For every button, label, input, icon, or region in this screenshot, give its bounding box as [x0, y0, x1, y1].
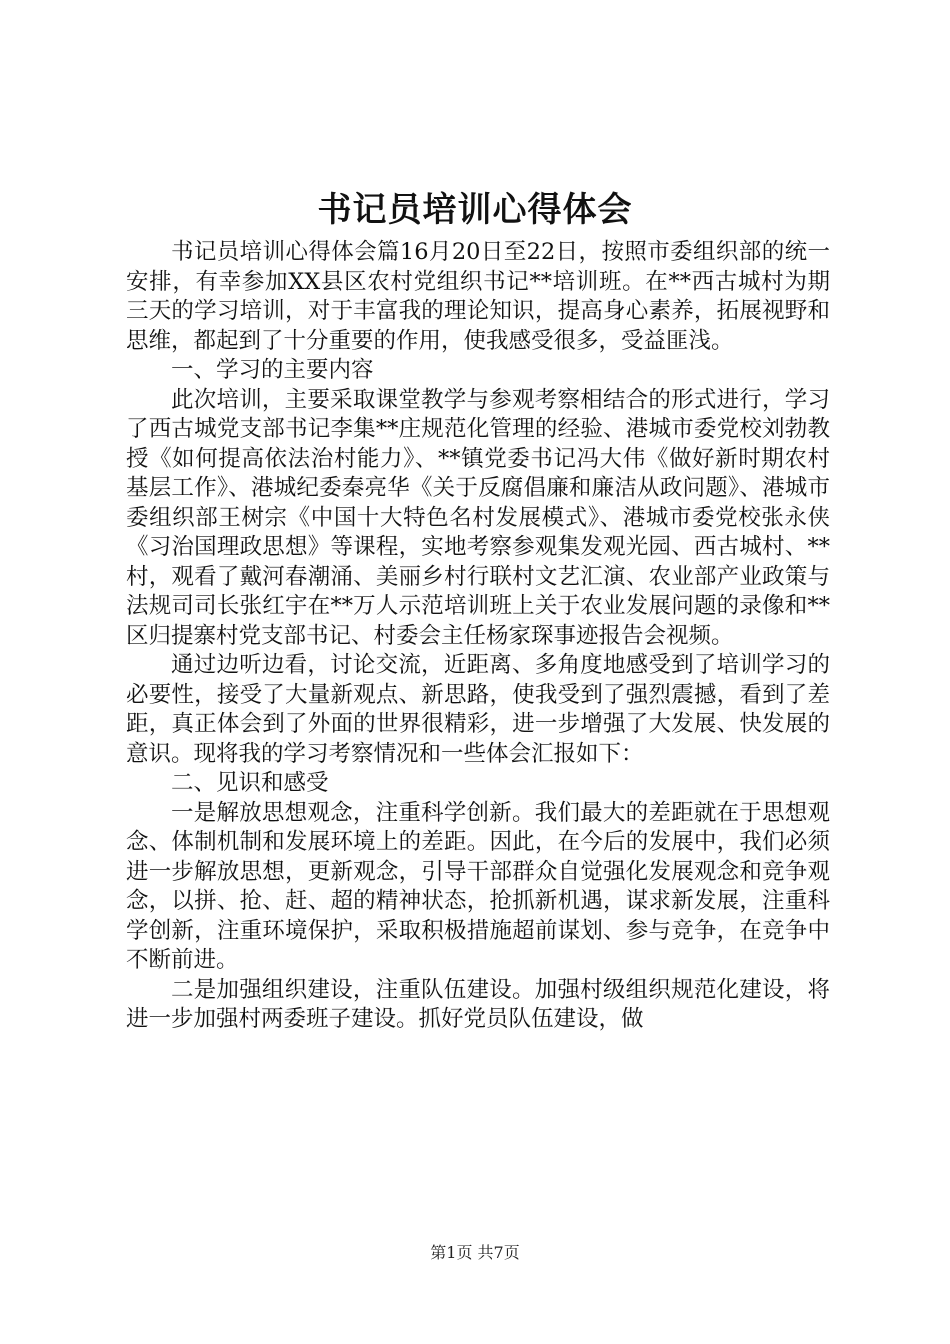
paragraph-point-two: 二是加强组织建设，注重队伍建设。加强村级组织规范化建设，将进一步加强村两委班子建设。抓好党员队伍建设，做: [126, 976, 830, 1032]
paragraph-learning-impressions: 通过边听边看，讨论交流，近距离、多角度地感受到了培训学习的必要性，接受了大量新观点、新思路，使我受到了强烈震撼，看到了差距，真正体会到了外面的世界很精彩，进一步增强了大发展、快发展的意识。现将我的学习考察情况和一些体会汇报如下：: [126, 652, 830, 767]
section-heading-1: 一、学习的主要内容: [171, 357, 374, 383]
page-number-footer: 第1页 共7页: [430, 1243, 520, 1262]
paragraph-point-one: 一是解放思想观念，注重科学创新。我们最大的差距就在于思想观念、体制机制和发展环境上的差距。因此，在今后的发展中，我们必须进一步解放思想，更新观念，引导干部群众自觉强化发展观念和竞争观念，以拼、抢、赶、超的精神状态，抢抓新机遇，谋求新发展，注重科学创新，注重环境保护，采取积极措施超前谋划、参与竞争，在竞争中不断前进。: [126, 799, 830, 973]
document-body: [126, 238, 830, 1035]
paragraph-intro: 书记员培训心得体会篇16月20日至22日，按照市委组织部的统一安排，有幸参加XX县区农村党组织书记**培训班。在**西古城村为期三天的学习培训，对于丰富我的理论知识，提高身心素养，拓展视野和思维，都起到了十分重要的作用，使我感受很多，受益匪浅。: [126, 239, 830, 354]
section-heading-2: 二、见识和感受: [171, 770, 329, 796]
document-title: 书记员培训心得体会: [317, 190, 633, 230]
paragraph-training-content: 此次培训，主要采取课堂教学与参观考察相结合的形式进行，学习了西古城党支部书记李集**庄规范化管理的经验、港城市委党校刘勃教授《如何提高依法治村能力》、**镇党委书记冯大伟《做好新时期农村基层工作》、港城纪委秦亮华《关于反腐倡廉和廉洁从政问题》、港城市委组织部王树宗《中国十大特色名村发展模式》、港城市委党校张永侠《习治国理政思想》等课程，实地考察参观集发观光园、西古城村、**村，观看了戴河春潮涌、美丽乡村行联村文艺汇演、农业部产业政策与法规司司长张红宇在**万人示范培训班上关于农业发展问题的录像和**区归提寨村党支部书记、村委会主任杨家琛事迹报告会视频。: [126, 386, 830, 649]
